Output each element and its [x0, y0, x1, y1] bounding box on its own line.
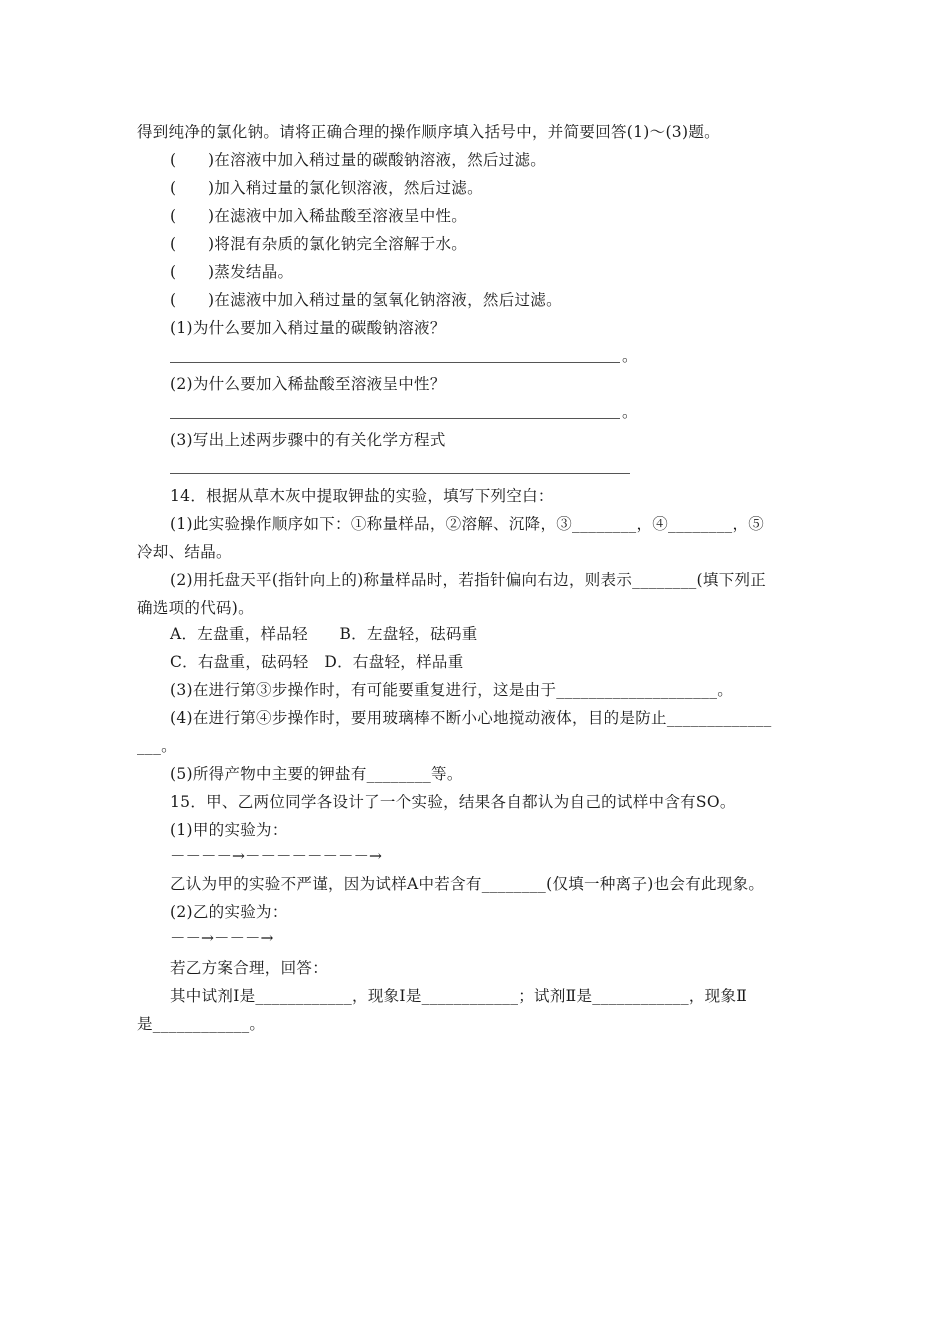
answer-period: 。 [622, 403, 638, 421]
text-line: 乙认为甲的实验不严谨，因为试样A中若含有________(仅填一种离子)也会有此现象。 [170, 875, 765, 893]
question-2: (2)为什么要加入稀盐酸至溶液呈中性？ [170, 375, 446, 393]
answer-line [170, 473, 630, 474]
text-line: ___。 [137, 737, 177, 755]
text-line: (2)乙的实验为： [170, 903, 288, 921]
step-line: ( )在滤液中加入稍过量的氢氧化钠溶液，然后过滤。 [170, 291, 562, 309]
step-line: ( )将混有杂质的氯化钠完全溶解于水。 [170, 235, 468, 253]
experiment-arrow-flow: －－－－→－－－－－－－－→ [170, 847, 382, 865]
answer-line [170, 362, 620, 363]
step-line: ( )蒸发结晶。 [170, 263, 294, 281]
step-line: ( )加入稍过量的氯化钡溶液，然后过滤。 [170, 179, 483, 197]
question-3: (3)写出上述两步骤中的有关化学方程式 [170, 431, 446, 449]
experiment-arrow-flow: －－→－－－→ [170, 929, 274, 947]
text-line: (2)用托盘天平(指针向上的)称量样品时，若指针偏向右边，则表示________(填下列正 [170, 571, 767, 589]
step-line: ( )在溶液中加入稍过量的碳酸钠溶液，然后过滤。 [170, 151, 547, 169]
text-line: (5)所得产物中主要的钾盐有________等。 [170, 765, 463, 783]
text-line: (1)此实验操作顺序如下：①称量样品，②溶解、沉降，③________，④________，⑤ [170, 515, 765, 533]
text-line: (4)在进行第④步操作时，要用玻璃棒不断小心地搅动液体，目的是防止_____________ [170, 709, 772, 727]
text-line: (3)在进行第③步操作时，有可能要重复进行，这是由于____________________。 [170, 681, 734, 699]
answer-line [170, 418, 620, 419]
step-line: ( )在滤液中加入稀盐酸至溶液呈中性。 [170, 207, 468, 225]
question-15: 15．甲、乙两位同学各设计了一个实验，结果各自都认为自己的试样中含有SO。 [170, 793, 736, 811]
text-line: 若乙方案合理，回答： [170, 959, 329, 977]
text-line: (1)甲的实验为： [170, 821, 288, 839]
text-line: 其中试剂Ⅰ是____________，现象Ⅰ是____________；试剂Ⅱ是____________，现象Ⅱ [170, 987, 748, 1005]
option-line: A．左盘重，样品轻 B．左盘轻，砝码重 [170, 625, 478, 643]
option-line: C．右盘重，砝码轻 D．右盘轻，样品重 [170, 653, 464, 671]
text-line: 冷却、结晶。 [137, 543, 232, 561]
text-line: 是____________。 [137, 1015, 266, 1033]
text-line: 得到纯净的氯化钠。请将正确合理的操作顺序填入括号中，并简要回答(1)～(3)题。 [137, 123, 720, 141]
answer-period: 。 [622, 347, 638, 365]
text-line: 确选项的代码)。 [137, 599, 254, 617]
question-14: 14．根据从草木灰中提取钾盐的实验，填写下列空白： [170, 487, 554, 505]
question-1: (1)为什么要加入稍过量的碳酸钠溶液？ [170, 319, 446, 337]
